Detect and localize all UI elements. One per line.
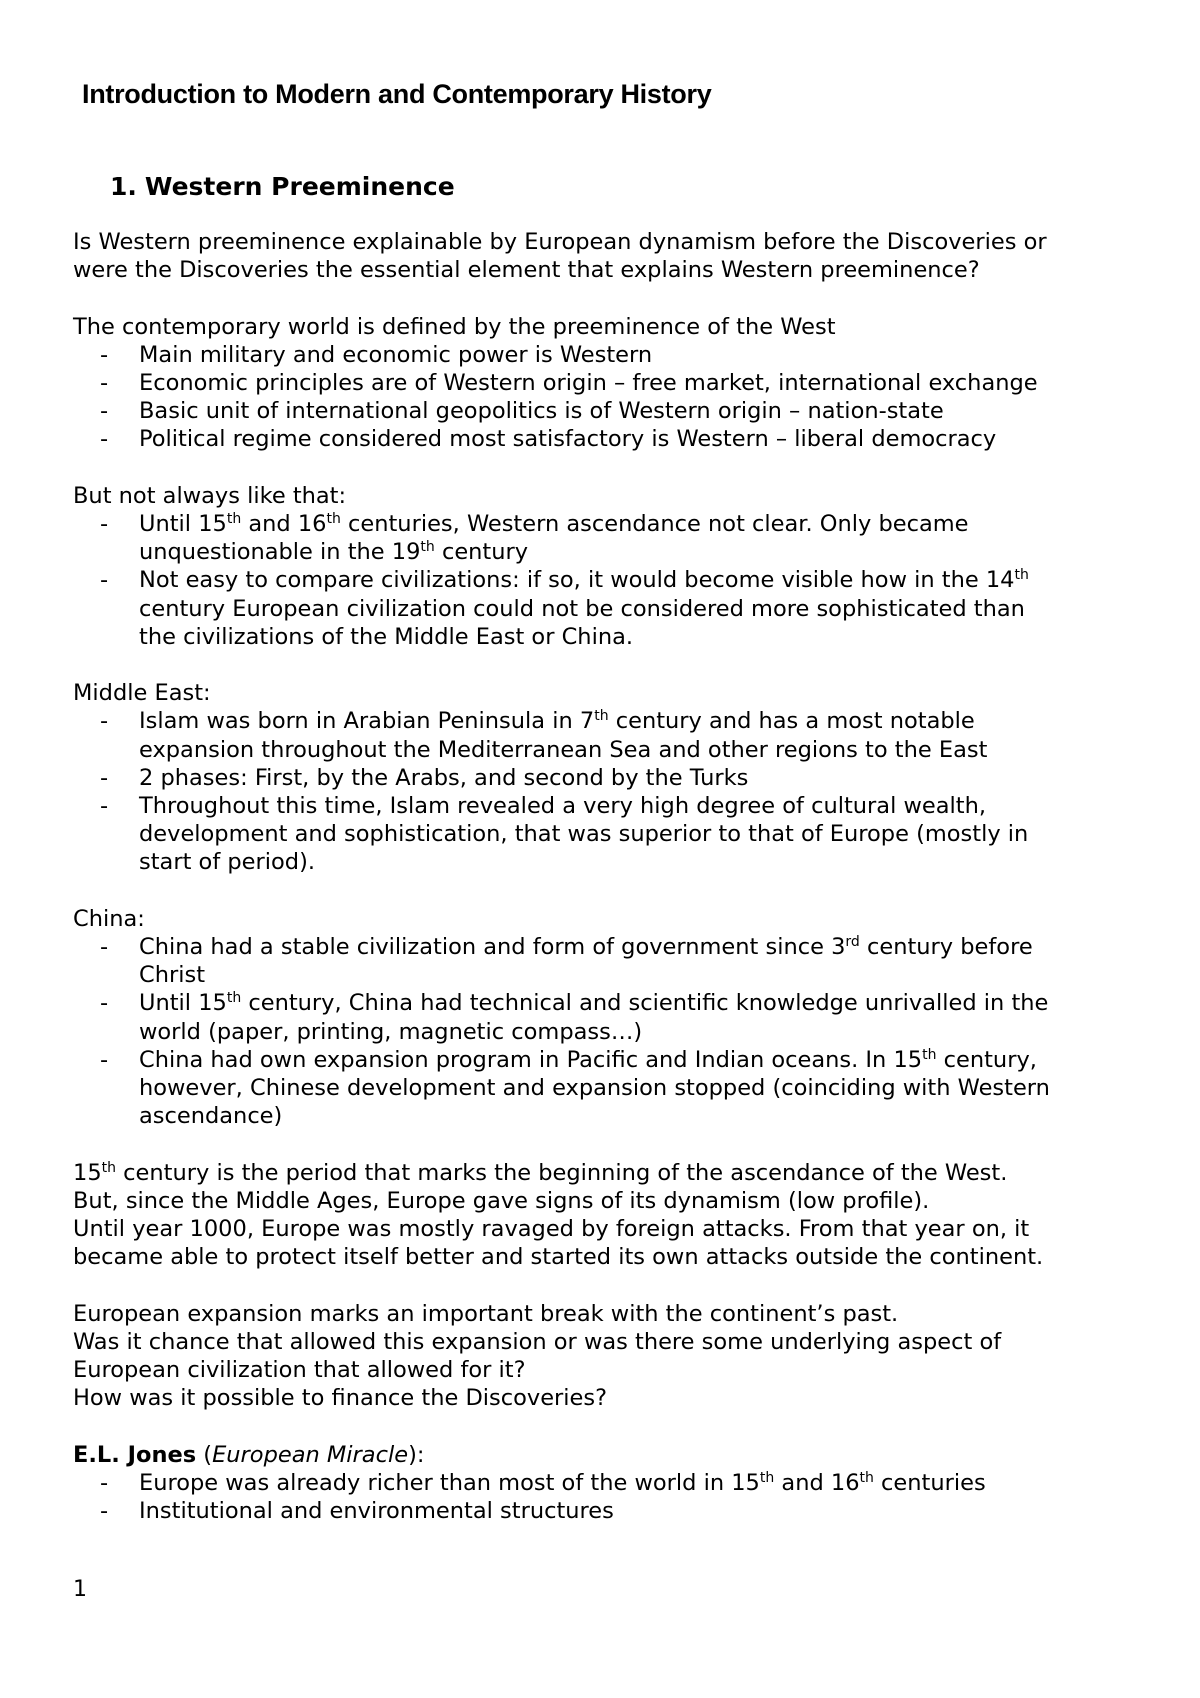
list-marker: -: [100, 1046, 109, 1073]
list-item: - Basic unit of international geopolitics is of Western origin – nation-state: [100, 398, 944, 425]
list-item: - 2 phases: First, by the Arabs, and second by the Turks: [100, 764, 749, 791]
list-marker: -: [100, 341, 109, 368]
list-item: - Europe was already richer than most of the world in 15th and 16th centuries: [100, 1469, 986, 1496]
list-item: - Political regime considered most satisfactory is Western – liberal democracy: [100, 426, 997, 453]
list-marker: -: [100, 511, 109, 537]
list-item: - China had own expansion program in Pacific and Indian oceans. In 15th century, however, Chinese development and expansion stopped (coinciding with Western ascendance): [100, 1046, 1050, 1130]
contemporary-list: [73, 341, 1133, 454]
middle-east-list: [73, 707, 1133, 876]
list-item: - China had a stable civilization and form of government since 3rd century before Christ: [100, 934, 1033, 989]
list-item: - Islam was born in Arabian Peninsula in 7th century and has a most notable expansion throughout the Mediterranean Sea and other regions to the East: [100, 708, 988, 763]
list-marker: -: [100, 567, 109, 594]
list-item: - Throughout this time, Islam revealed a very high degree of cultural wealth, development and sophistication, that was superior to that of Europe (mostly in start of period).: [100, 793, 1029, 876]
list-item: - Institutional and environmental structures: [100, 1498, 614, 1525]
list-item: - Economic principles are of Western origin – free market, international exchange: [100, 370, 1038, 396]
china-heading: China:: [73, 905, 145, 932]
middle-east-heading: Middle East:: [73, 680, 211, 707]
intro-question: Is Western preeminence explainable by European dynamism before the Discoveries or were the Discoveries the essential element that explains Western preeminence?: [73, 229, 1047, 284]
list-item: - Not easy to compare civilizations: if so, it would become visible how in the 14th century European civilization could not be considered more sophisticated than the civilizations of the Middle East or China.: [100, 567, 1029, 650]
list-marker: -: [100, 1498, 109, 1525]
list-item: - Main military and economic power is Western: [100, 341, 653, 368]
list-marker: -: [100, 708, 109, 735]
list-marker: -: [100, 426, 109, 453]
list-marker: -: [100, 1469, 109, 1496]
list-marker: -: [100, 398, 109, 425]
list-marker: -: [100, 370, 109, 396]
section-heading: [110, 170, 455, 204]
list-marker: -: [100, 793, 109, 820]
jones-list: [73, 1469, 1133, 1525]
expansion-paragraph: European expansion marks an important break with the continent’s past. Was it chance that allowed this expansion or was there some underlying aspect of European civilization that allowed for it? How was it possible to finance the Discoveries?: [73, 1300, 1002, 1412]
not-always-heading: But not always like that:: [73, 482, 347, 509]
page-title: Introduction to Modern and Contemporary History: [82, 79, 712, 109]
list-item: - Until 15th and 16th centuries, Western ascendance not clear. Only became unquestionable in the 19th century: [100, 511, 969, 566]
china-list: [73, 933, 1133, 1130]
section-title: Western Preeminence: [144, 172, 455, 201]
list-marker: -: [100, 990, 109, 1017]
list-marker: -: [100, 934, 109, 961]
not-always-list: [73, 510, 1133, 651]
jones-heading: E.L. Jones (European Miracle):: [73, 1441, 425, 1468]
list-marker: -: [100, 764, 109, 791]
page-number: 1: [73, 1577, 87, 1602]
book-title: European Miracle: [212, 1441, 409, 1468]
author-name: E.L. Jones: [73, 1441, 197, 1468]
section-number: 1.: [110, 172, 137, 201]
list-item: - Until 15th century, China had technical and scientific knowledge unrivalled in the world (paper, printing, magnetic compass…): [100, 990, 1049, 1045]
contemporary-heading: The contemporary world is defined by the preeminence of the West: [73, 313, 836, 340]
document-body: [73, 228, 1133, 1525]
fifteenth-century-paragraph: 15th century is the period that marks the beginning of the ascendance of the West. But, since the Middle Ages, Europe gave signs of its dynamism (low profile). Until year 1000, Europe was mostly ravaged by foreign attacks. From that year on, it became able to protect itself better and started its own attacks outside the continent.: [73, 1159, 1044, 1271]
